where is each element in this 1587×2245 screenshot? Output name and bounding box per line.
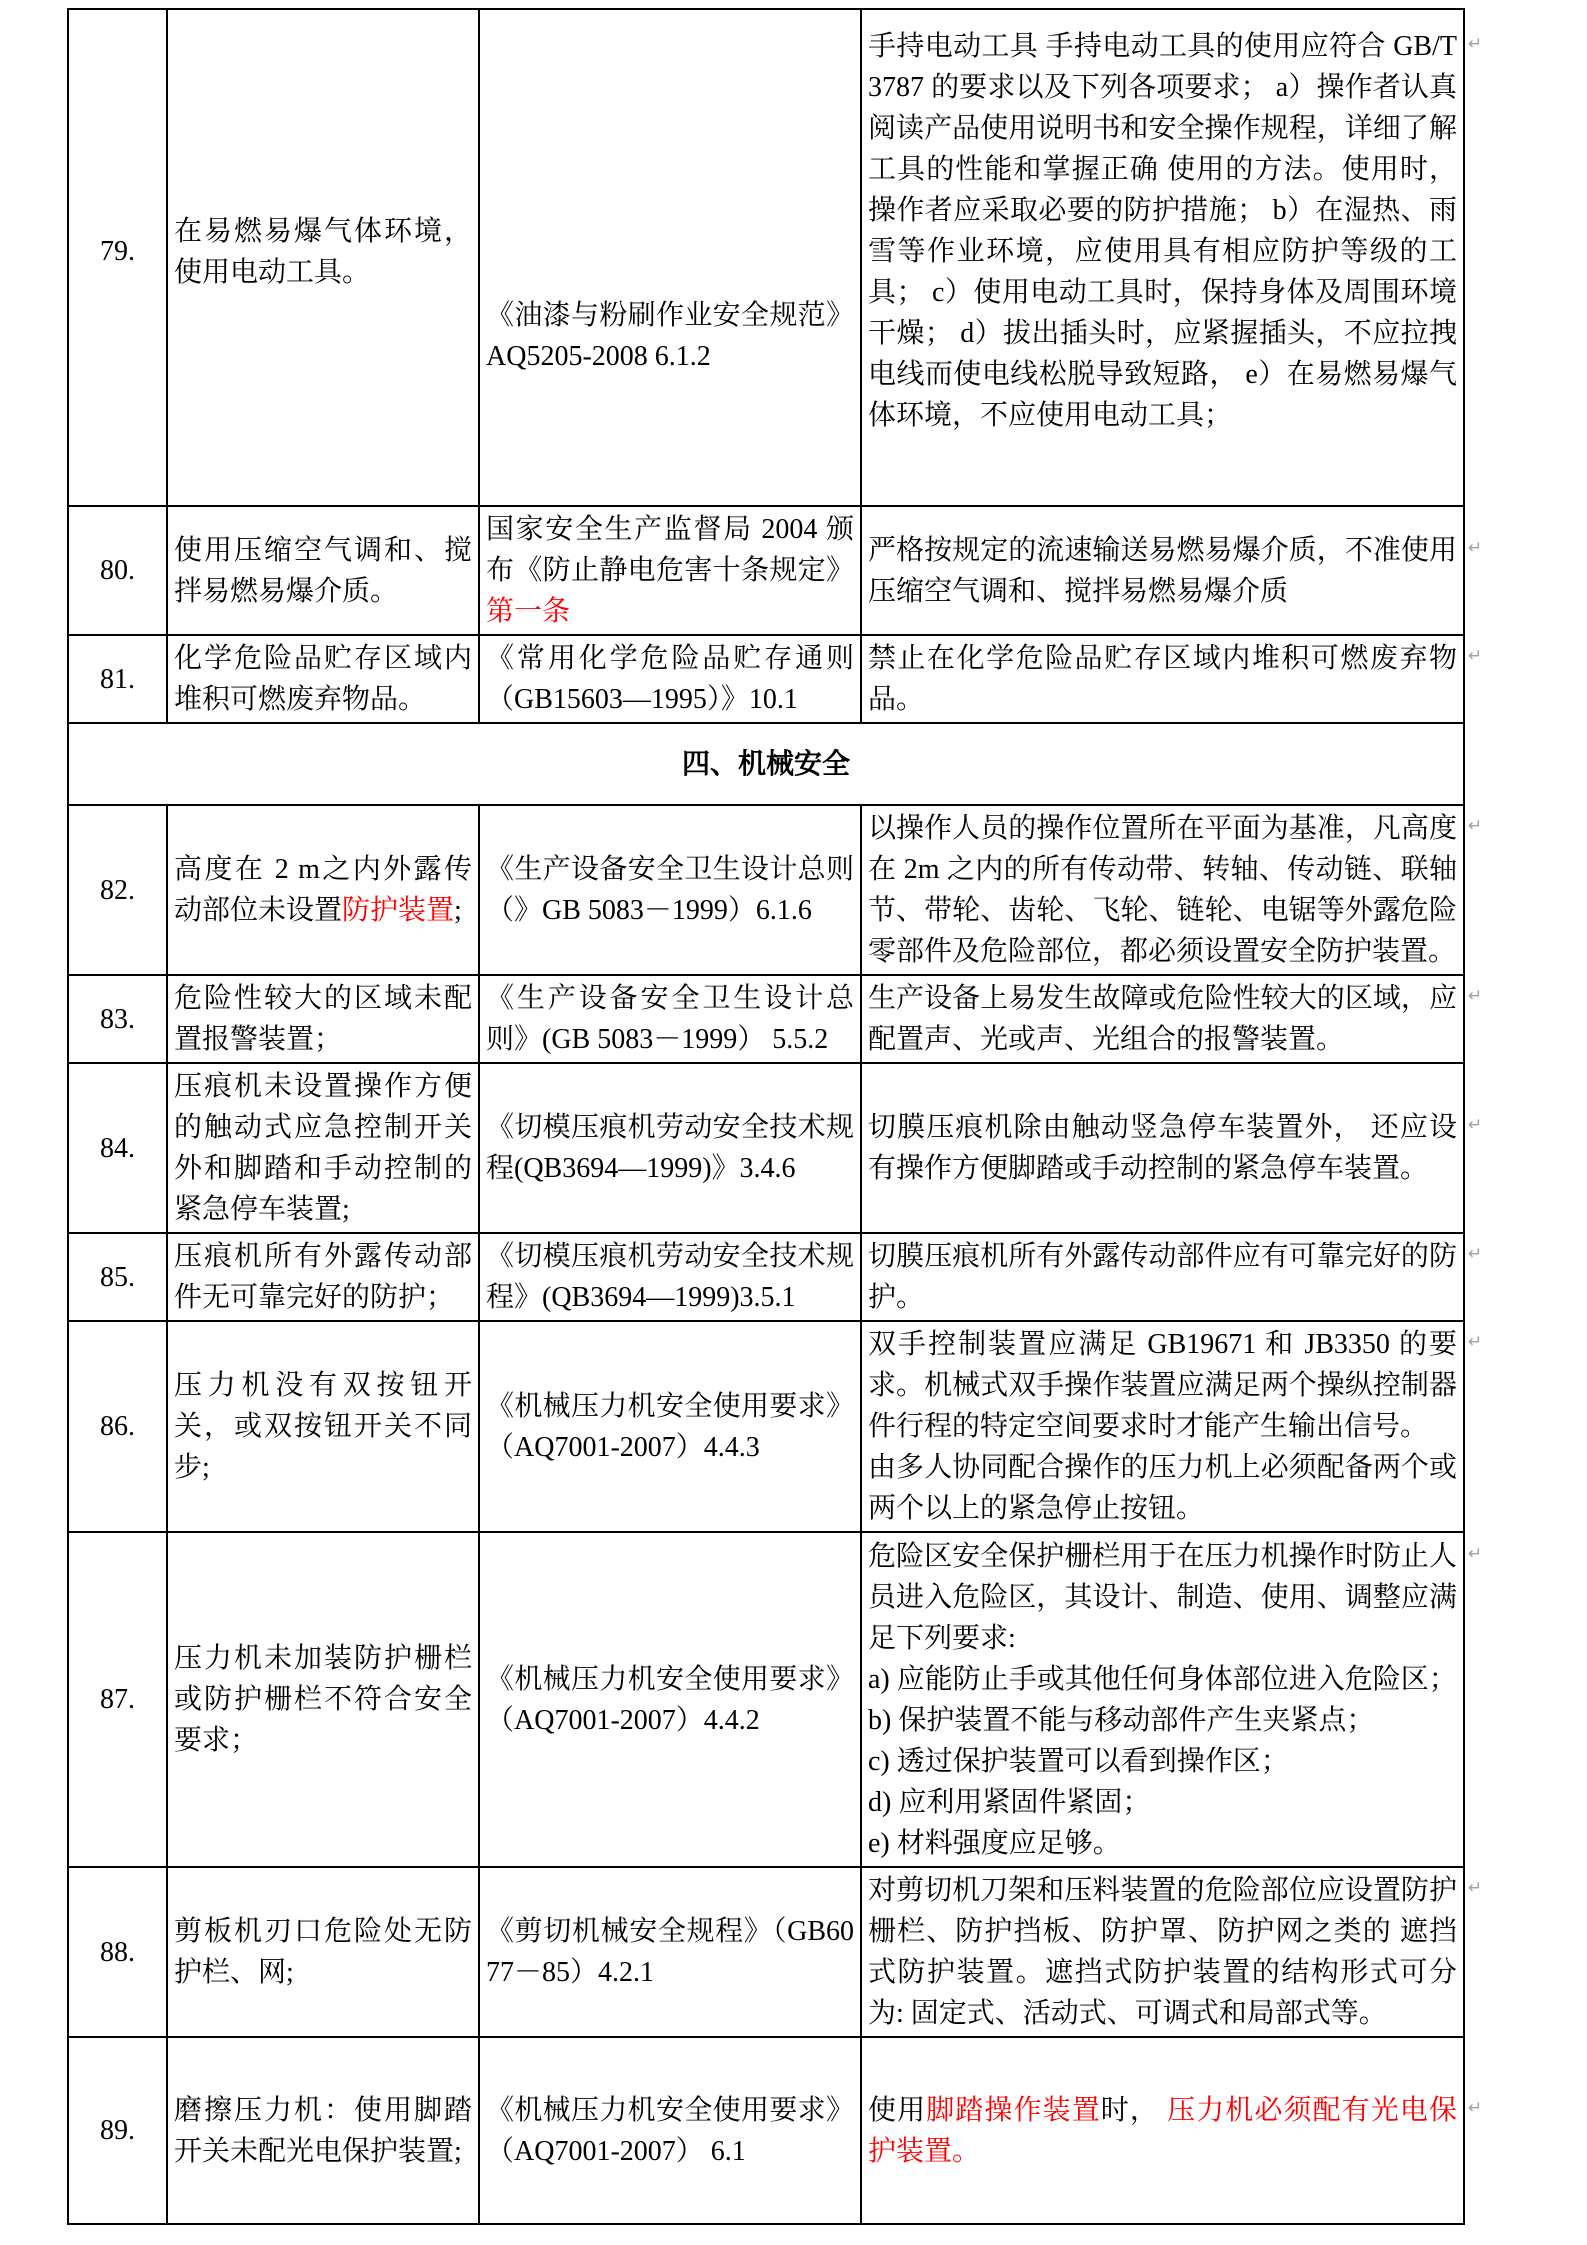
paragraph-mark-icon: ↵ [1468, 1332, 1483, 1352]
red-text-segment: 脚踏操作装置 [926, 2094, 1101, 2126]
table-row-85 [68, 1233, 1464, 1321]
paragraph-mark-icon: ↵ [1468, 1878, 1483, 1898]
text-segment: 国家安全生产监督局 2004 颁布《防止静电危害十条规定》 [486, 514, 854, 586]
text-segment: 剪板机刃口危险处无防护栏、网; [174, 1916, 472, 1988]
row-number: 81. [100, 663, 135, 695]
text-paragraph [868, 1107, 1457, 1189]
regulation-table [67, 8, 1465, 2225]
text-segment: 时， [1100, 2094, 1168, 2126]
regulation-basis-cell [479, 1063, 861, 1233]
paragraph-mark-icon: ↵ [1468, 986, 1483, 1006]
text-segment: 《切模压痕机劳动安全技术规程》(QB3694—1999)3.5.1 [486, 1241, 854, 1313]
row-number-cell [68, 1233, 167, 1321]
row-number-cell [68, 2037, 167, 2224]
requirement-cell [861, 635, 1464, 723]
row-number: 84. [100, 1132, 135, 1164]
row-number: 80. [100, 555, 135, 586]
text-segment: 使用压缩空气调和、搅拌易燃易爆介质。 [174, 534, 472, 607]
text-paragraph [486, 1107, 854, 1189]
table-row-79 [68, 9, 1464, 506]
row-number-cell [68, 506, 167, 635]
text-segment: 磨擦压力机：使用脚踏开关未配光电保护装置; [174, 2094, 472, 2167]
text-paragraph [486, 1911, 854, 1993]
text-segment: 高度在 2 m之内外露传动部位未设置 [174, 854, 472, 926]
row-number: 79. [100, 236, 135, 267]
regulation-table-body [68, 9, 1464, 2224]
text-segment: ; [454, 895, 462, 926]
row-number: 89. [100, 2115, 135, 2146]
hazard-description-cell [167, 506, 479, 635]
regulation-basis-cell [479, 1321, 861, 1532]
row-number-cell [68, 1063, 167, 1233]
regulation-basis-cell [479, 2037, 861, 2224]
paragraph-mark-icon: ↵ [1468, 1244, 1483, 1264]
text-segment: 由多人协同配合操作的压力机上必须配备两个或两个以上的紧急停止按钮。 [868, 1452, 1457, 1524]
table-row-87 [68, 1532, 1464, 1867]
paragraph-mark-icon: ↵ [1468, 2097, 1483, 2118]
text-paragraph [486, 1386, 854, 1468]
row-number-cell [68, 9, 167, 506]
text-paragraph [174, 1638, 472, 1761]
text-segment: 《机械压力机安全使用要求》（AQ7001-2007） 6.1 [486, 2094, 854, 2167]
text-paragraph [486, 849, 854, 931]
hazard-description-cell [167, 805, 479, 975]
hazard-description-cell [167, 1063, 479, 1233]
text-segment: 压痕机所有外露传动部件无可靠完好的防护； [174, 1241, 472, 1313]
requirement-cell [861, 1321, 1464, 1532]
requirement-cell [861, 1233, 1464, 1321]
hazard-description-cell [167, 1532, 479, 1867]
red-text-segment: 第一条 [486, 596, 571, 627]
text-paragraph [174, 978, 472, 1060]
text-paragraph [868, 1536, 1457, 1659]
text-paragraph [868, 638, 1457, 720]
text-segment: 危险区安全保护栅栏用于在压力机操作时防止人员进入危险区，其设计、制造、使用、调整应满足下列要求: [868, 1540, 1457, 1654]
text-paragraph [868, 1324, 1457, 1447]
row-number-cell [68, 1321, 167, 1532]
regulation-basis-cell [479, 805, 861, 975]
table-row-82 [68, 805, 1464, 975]
table-row-89 [68, 2037, 1464, 2224]
text-paragraph [486, 1659, 854, 1741]
text-paragraph [486, 2090, 854, 2172]
table-row-84 [68, 1063, 1464, 1233]
row-number: 82. [100, 874, 135, 906]
table-row-83 [68, 975, 1464, 1063]
row-number: 85. [100, 1261, 135, 1293]
text-paragraph [486, 509, 854, 632]
row-number: 83. [100, 1003, 135, 1035]
requirement-cell [861, 975, 1464, 1063]
text-paragraph [486, 295, 854, 377]
text-segment: 在易燃易爆气体环境，使用电动工具。 [174, 216, 472, 288]
text-segment: 以操作人员的操作位置所在平面为基准，凡高度在 2m 之内的所有传动带、转轴、传动链、联轴节、带轮、齿轮、飞轮、链轮、电锯等外露危险零部件及危险部位，都必须设置安全防护装置。 [868, 813, 1457, 967]
text-segment: c) 透过保护装置可以看到操作区； [868, 1745, 1289, 1777]
text-segment: 压力机未加装防护栅栏或防护栅栏不符合安全要求； [174, 1643, 472, 1756]
regulation-basis-cell [479, 9, 861, 506]
regulation-basis-cell [479, 975, 861, 1063]
paragraph-mark-icon: ↵ [1468, 1543, 1483, 1564]
requirement-cell [861, 2037, 1464, 2224]
text-segment: b) 保护装置不能与移动部件产生夹紧点； [868, 1704, 1375, 1736]
text-paragraph [868, 1447, 1457, 1529]
row-number: 88. [100, 1936, 135, 1968]
hazard-description-cell [167, 1233, 479, 1321]
text-paragraph [486, 1236, 854, 1318]
text-segment: 对剪切机刀架和压料装置的危险部位应设置防护栅栏、防护挡板、防护罩、防护网之类的 遮挡式防护装置。遮挡式防护装置的结构形式可分为: 固定式、活动式、可调式和局部式等。 [868, 1875, 1457, 2029]
regulation-basis-cell [479, 1867, 861, 2037]
text-segment: 切膜压痕机所有外露传动部件应有可靠完好的防护。 [868, 1241, 1457, 1313]
text-segment: d) 应利用紧固件紧固； [868, 1786, 1151, 1818]
regulation-basis-cell [479, 1233, 861, 1321]
hazard-description-cell [167, 1867, 479, 2037]
text-paragraph [174, 849, 472, 931]
regulation-basis-cell [479, 1532, 861, 1867]
text-segment: 手持电动工具 手持电动工具的使用应符合 GB/T 3787 的要求以及下列各项要求； a）操作者认真阅读产品使用说明书和安全操作规程，详细了解工具的性能和掌握正确 使用的方法。使用时，操作者应采取必要的防护措施； b）在湿热、雨雪等作业环境，应使用具有相应防护等级的工具； c）使用电动工具时，保持身体及周围环境干燥； d）拔出插头时，应紧握插头，不应拉拽电线而使电线松脱导致短路， e）在易燃易爆气体环境，不应使用电动工具； [868, 31, 1457, 431]
text-segment: 《切模压痕机劳动安全技术规程(QB3694—1999)》3.4.6 [486, 1112, 854, 1184]
text-segment: 《油漆与粉刷作业安全规范》AQ5205-2008 6.1.2 [486, 300, 854, 372]
hazard-description-cell [167, 1321, 479, 1532]
text-paragraph [868, 1870, 1457, 2034]
section-header-cell [68, 723, 1464, 805]
regulation-basis-cell [479, 506, 861, 635]
text-segment: 《剪切机械安全规程》（GB6077－85）4.2.1 [486, 1916, 854, 1988]
text-paragraph [486, 638, 854, 720]
requirement-cell [861, 1063, 1464, 1233]
red-text-segment: 压力机必须配有光电保护装置。 [868, 2094, 1457, 2167]
paragraph-mark-icon: ↵ [1468, 646, 1483, 666]
hazard-description-cell [167, 2037, 479, 2224]
text-segment: 切膜压痕机除由触动竖急停车装置外， 还应设有操作方便脚踏或手动控制的紧急停车装置。 [868, 1112, 1457, 1184]
text-paragraph [174, 1236, 472, 1318]
requirement-cell [861, 805, 1464, 975]
text-paragraph [868, 808, 1457, 972]
text-paragraph [174, 1365, 472, 1488]
table-row-86 [68, 1321, 1464, 1532]
text-paragraph [174, 1911, 472, 1993]
text-segment: 生产设备上易发生故障或危险性较大的区域，应配置声、光或声、光组合的报警装置。 [868, 983, 1457, 1055]
hazard-description-cell [167, 975, 479, 1063]
text-segment: 《生产设备安全卫生设计总则（》GB 5083－1999）6.1.6 [486, 854, 854, 926]
table-row-80 [68, 506, 1464, 635]
hazard-description-cell [167, 635, 479, 723]
section-title: 四、机械安全 [681, 748, 850, 780]
paragraph-mark-icon: ↵ [1468, 537, 1483, 558]
paragraph-mark-icon: ↵ [1468, 1115, 1483, 1135]
requirement-cell [861, 9, 1464, 506]
text-paragraph [868, 1236, 1457, 1318]
text-segment: 《生产设备安全卫生设计总则》(GB 5083－1999） 5.5.2 [486, 983, 854, 1055]
table-row-88 [68, 1867, 1464, 2037]
regulation-basis-cell [479, 635, 861, 723]
text-segment: 化学危险品贮存区域内堆积可燃废弃物品。 [174, 643, 472, 715]
text-segment: 禁止在化学危险品贮存区域内堆积可燃废弃物品。 [868, 643, 1457, 715]
text-paragraph [174, 1066, 472, 1230]
text-segment: 危险性较大的区域未配置报警装置； [174, 983, 472, 1055]
text-segment: 《机械压力机安全使用要求》（AQ7001-2007）4.4.2 [486, 1663, 854, 1736]
row-number: 87. [100, 1684, 135, 1715]
requirement-cell [861, 1532, 1464, 1867]
requirement-cell [861, 506, 1464, 635]
text-paragraph [868, 1659, 1457, 1700]
text-paragraph [868, 1823, 1457, 1864]
section-header-row [68, 723, 1464, 805]
text-paragraph [868, 2090, 1457, 2172]
paragraph-mark-icon: ↵ [1468, 34, 1483, 54]
text-paragraph [174, 638, 472, 720]
text-paragraph [174, 530, 472, 612]
text-paragraph [868, 1700, 1457, 1741]
text-segment: 《常用化学危险品贮存通则（GB15603—1995）》10.1 [486, 643, 854, 715]
text-segment: 压力机没有双按钮开关，或双按钮开关不同步; [174, 1370, 472, 1483]
text-paragraph [174, 2090, 472, 2172]
hazard-description-cell [167, 9, 479, 506]
text-segment: e) 材料强度应足够。 [868, 1827, 1121, 1859]
row-number-cell [68, 975, 167, 1063]
text-paragraph [868, 978, 1457, 1060]
row-number: 86. [100, 1411, 135, 1442]
text-segment: 压痕机未设置操作方便的触动式应急控制开关外和脚踏和手动控制的紧急停车装置; [174, 1071, 472, 1225]
paragraph-mark-icon: ↵ [1468, 816, 1483, 836]
row-number-cell [68, 635, 167, 723]
text-paragraph [868, 26, 1457, 436]
text-paragraph [868, 1741, 1457, 1782]
text-paragraph [868, 530, 1457, 612]
text-segment: 《机械压力机安全使用要求》（AQ7001-2007）4.4.3 [486, 1390, 854, 1463]
requirement-cell [861, 1867, 1464, 2037]
text-segment: a) 应能防止手或其他任何身体部位进入危险区； [868, 1663, 1457, 1695]
row-number-cell [68, 805, 167, 975]
table-row-81 [68, 635, 1464, 723]
text-paragraph [868, 1782, 1457, 1823]
row-number-cell [68, 1532, 167, 1867]
text-segment: 严格按规定的流速输送易燃易爆介质，不准使用压缩空气调和、搅拌易燃易爆介质 [868, 534, 1457, 607]
text-segment: 使用 [868, 2094, 927, 2126]
text-segment: 双手控制装置应满足 GB19671 和 JB3350 的要求。机械式双手操作装置应满足两个操纵控制器件行程的特定空间要求时才能产生输出信号。 [868, 1329, 1457, 1442]
text-paragraph [486, 978, 854, 1060]
row-number-cell [68, 1867, 167, 2037]
red-text-segment: 防护装置 [342, 895, 455, 926]
text-paragraph [174, 211, 472, 293]
